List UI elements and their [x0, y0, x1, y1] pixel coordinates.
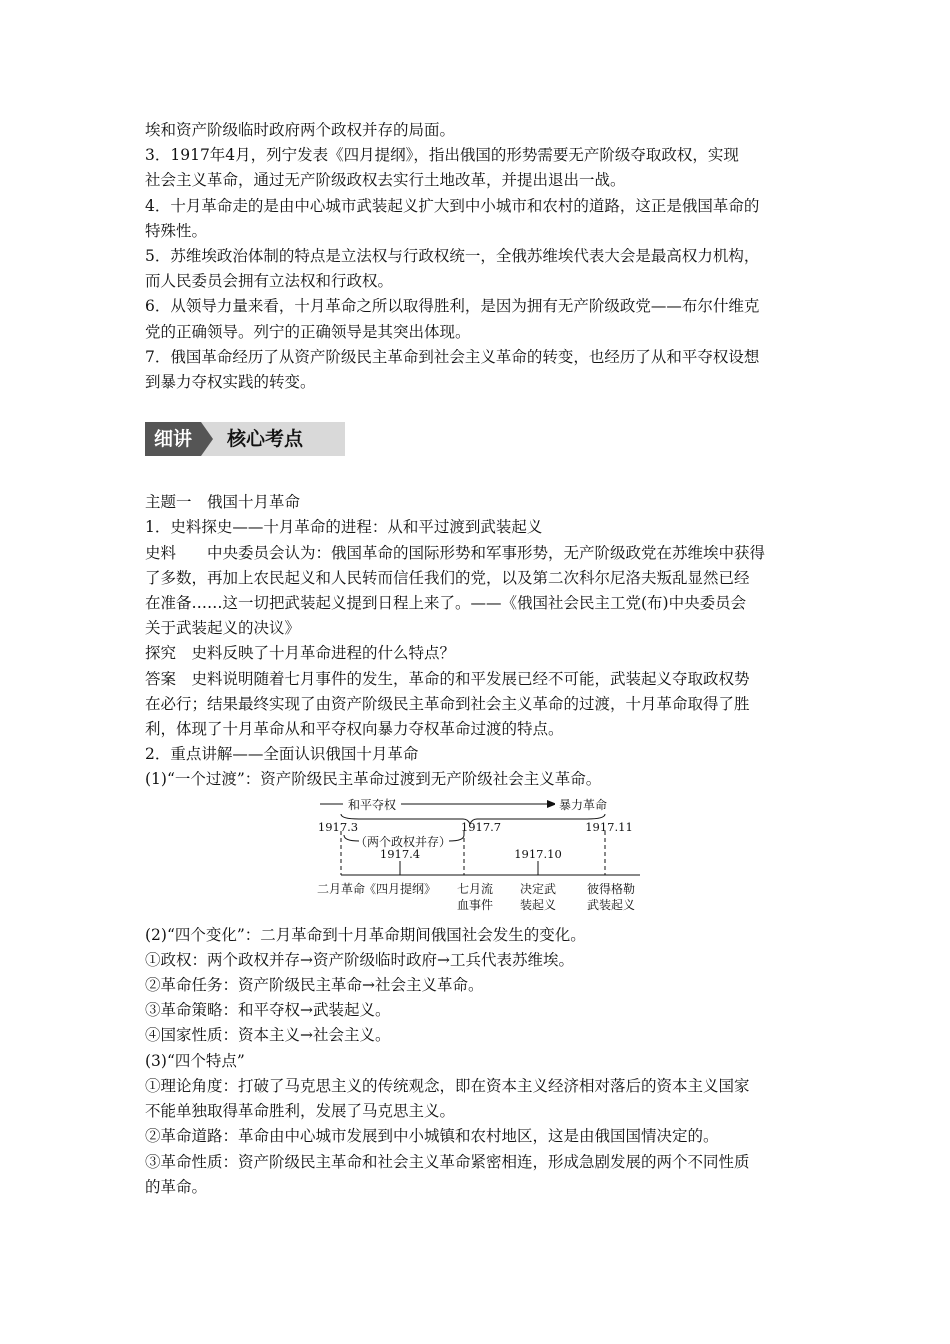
- event-label: 武装起义: [586, 897, 636, 912]
- event-label: 《四月提纲》: [363, 881, 437, 896]
- label-peaceful-text: 和平夺权: [347, 797, 397, 812]
- text-line: 而人民委员会拥有立法权和行政权。: [145, 272, 394, 291]
- event-label: 决定武: [519, 881, 557, 896]
- text-line: ②革命道路：革命由中心城市发展到中小城镇和农村地区，这是由俄国国情决定的。: [145, 1127, 719, 1146]
- body-text-a: [145, 490, 810, 792]
- text-line: 1．史料探史——十月革命的进程：从和平过渡到武装起义: [145, 518, 543, 537]
- text-line: ④国家性质：资本主义→社会主义。: [145, 1026, 391, 1045]
- text-line: ③革命策略：和平夺权→武装起义。: [145, 1001, 391, 1020]
- date-label: 1917.7: [460, 819, 502, 834]
- text-line: 了多数，再加上农民起义和人民转而信任我们的党，以及第二次科尔尼洛夫叛乱显然已经: [145, 568, 750, 587]
- event-label: 装起义: [519, 897, 557, 912]
- date-label: 1917.4: [379, 846, 421, 861]
- text-line: 特殊性。: [145, 221, 208, 240]
- text-line: 4．十月革命走的是由中心城市武装起义扩大到中小城市和农村的道路，这正是俄国革命的: [145, 196, 760, 215]
- text-line: 3．1917年4月，列宁发表《四月提纲》，指出俄国的形势需要无产阶级夺取政权，实现: [145, 146, 739, 165]
- event-label: 血事件: [456, 897, 494, 912]
- section-tag: 细讲: [145, 422, 201, 456]
- text-line: (1)“一个过渡”：资产阶级民主革命过渡到无产阶级社会主义革命。: [145, 770, 602, 789]
- event-label: 七月流: [456, 881, 494, 896]
- revolution-timeline-diagram: [145, 795, 810, 915]
- text-line: ①政权：两个政权并存→资产阶级临时政府→工兵代表苏维埃。: [145, 950, 574, 969]
- text-line: 答案 史料说明随着七月事件的发生，革命的和平发展已经不可能，武装起义夺取政权势: [145, 669, 750, 688]
- text-line: 社会主义革命，通过无产阶级政权去实行土地改革，并提出退出一战。: [145, 171, 626, 190]
- section-title: 核心考点: [227, 428, 304, 451]
- text-line: 2．重点讲解——全面认识俄国十月革命: [145, 745, 419, 764]
- text-line: 埃和资产阶级临时政府两个政权并存的局面。: [145, 121, 456, 139]
- text-line: 党的正确领导。列宁的正确领导是其突出体现。: [145, 322, 471, 341]
- text-line: ①理论角度：打破了马克思主义的传统观念，即在资本主义经济相对落后的资本主义国家: [145, 1076, 750, 1095]
- text-line: 利，体现了十月革命从和平夺权向暴力夺权革命过渡的特点。: [145, 720, 564, 739]
- text-line: 5．苏维埃政治体制的特点是立法权与行政权统一，全俄苏维埃代表大会是最高权力机构，: [145, 247, 760, 266]
- text-line: (2)“四个变化”：二月革命到十月革命期间俄国社会发生的变化。: [145, 925, 586, 944]
- text-line: 7．俄国革命经历了从资产阶级民主革命到社会主义革命的转变，也经历了从和平夺权设想: [145, 347, 760, 366]
- text-line: (3)“四个特点”: [145, 1051, 245, 1070]
- date-label: 1917.10: [514, 846, 562, 861]
- event-label: 彼得格勒: [586, 881, 636, 896]
- text-line: 不能单独取得革命胜利，发展了马克思主义。: [145, 1102, 456, 1121]
- text-line: ②革命任务：资产阶级民主革命→社会主义革命。: [145, 976, 484, 995]
- document-page: [145, 118, 810, 1200]
- body-text-b: [145, 923, 810, 1200]
- dual-power-note: （两个政权并存）: [354, 834, 452, 849]
- text-line: ③革命性质：资产阶级民主革命和社会主义革命紧密相连，形成急剧发展的两个不同性质: [145, 1152, 750, 1171]
- topic-heading: 主题一 俄国十月革命: [145, 493, 301, 512]
- section-arrow-icon: [201, 422, 213, 456]
- date-label: 1917.11: [585, 819, 633, 834]
- text-line: 关于武装起义的决议》: [145, 619, 301, 638]
- text-line: 的革命。: [145, 1177, 208, 1196]
- text-line: 到暴力夺权实践的转变。: [145, 373, 316, 392]
- text-line: 6．从领导力量来看，十月革命之所以取得胜利，是因为拥有无产阶级政党——布尔什维克: [145, 297, 760, 316]
- text-line: 史料 中央委员会认为：俄国革命的国际形势和军事形势，无产阶级政党在苏维埃中获得: [145, 543, 766, 562]
- text-line: 探究 史料反映了十月革命进程的什么特点？: [145, 644, 456, 663]
- text-line: 在必行；结果最终实现了由资产阶级民主革命到社会主义革命的过渡，十月革命取得了胜: [145, 694, 750, 713]
- intro-summary: [145, 118, 810, 395]
- section-header: [145, 422, 345, 456]
- event-label: 二月革命: [316, 881, 366, 896]
- label-violent-text: 暴力革命: [558, 797, 608, 812]
- date-label: 1917.3: [317, 819, 359, 834]
- text-line: 在准备……这一切把武装起义提到日程上来了。——《俄国社会民主工党(布)中央委员会: [145, 594, 747, 613]
